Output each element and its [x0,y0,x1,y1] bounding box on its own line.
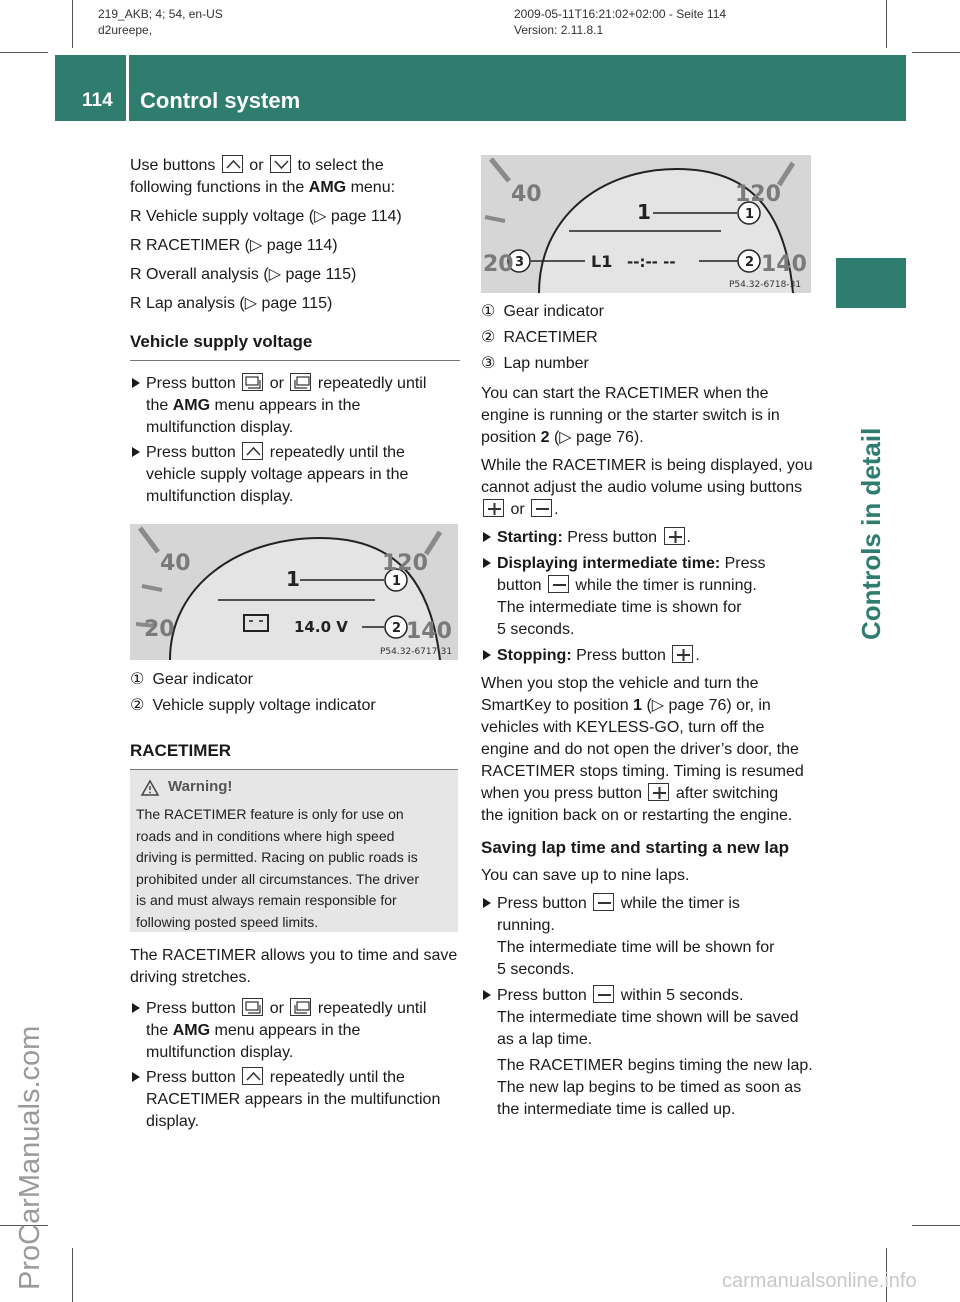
list-item: R RACETIMER (▷ page 114) [130,237,338,254]
legend-item: ② Vehicle supply voltage indicator [130,697,376,714]
instruction-step: Displaying intermediate time: Press button while the timer is running. The intermediate time is shown for 5 seconds. [481,553,813,641]
warning-icon [140,779,160,797]
instruction-step: Press button or repeatedly until the AMG menu appears in the multifunction display. [130,998,460,1064]
crop-mark [886,0,887,48]
callout-number: 2 [745,255,755,270]
crop-mark [912,1225,960,1226]
gauge-label: 20 [144,617,175,642]
left-column [130,155,460,508]
arrow-bullet-icon [483,532,491,542]
gauge-label: 40 [511,182,542,207]
arrow-bullet-icon [483,558,491,568]
side-tab-label: Controls in detail [856,427,886,640]
plus-button-icon [648,783,669,801]
meta-line: 219_AKB; 4; 54, en-US [98,7,223,21]
minus-button-icon [548,575,569,593]
minus-button-icon [531,499,552,517]
legend-item: ③ Lap number [481,355,589,372]
intro-paragraph: Use buttons or to select the following functions in the AMG menu: [130,157,396,196]
instruction-step: Press button or repeatedly until the AMG menu appears in the multifunction display. [130,373,460,439]
back-button-icon [242,373,263,391]
warning-title: Warning! [168,778,233,795]
print-meta-left [98,6,223,38]
paragraph: You can start the RACETIMER when the engine is running or the starter switch is in position 2 (▷ page 76). [481,385,780,446]
crop-mark [72,0,73,48]
arrow-bullet-icon [132,378,140,388]
forward-button-icon [290,998,311,1016]
instruction-step: Stopping: Press button . [481,645,813,667]
page-number: 114 [82,90,113,111]
paragraph: While the RACETIMER is being displayed, you cannot adjust the audio volume using buttons or . [481,457,813,518]
racetimer-steps [130,945,460,1133]
meta-line: 2009-05-11T16:21:02+02:00 - Seite 114 [514,7,727,21]
meta-line: Version: 2.11.8.1 [514,23,604,37]
up-button-icon [222,155,243,173]
crop-mark [72,1248,73,1302]
list-item: R Lap analysis (▷ page 115) [130,295,333,312]
instruction-step: Press button while the timer is running. The intermediate time will be shown for 5 seconds. [481,893,813,981]
timer-readout: --:-- -- [627,253,676,271]
gauge-label: 140 [406,619,452,644]
brand-label: ProCarManuals.com [14,1025,46,1290]
list-item: R Vehicle supply voltage (▷ page 114) [130,208,402,225]
up-button-icon [242,442,263,460]
instruction-step: Press button repeatedly until the vehicle supply voltage appears in the multifunction display. [130,442,460,508]
legend-item: ① Gear indicator [481,303,604,320]
voltage-readout: 14.0 V [294,618,348,636]
instruction-step: Press button repeatedly until the RACETIMER appears in the multifunction display. [130,1067,460,1133]
voltage-display-figure [130,524,458,660]
gauge-label: 120 [382,551,428,576]
gauge-label: 40 [160,551,191,576]
racetimer-display-figure [481,155,811,293]
page-title: Control system [140,88,301,113]
crop-mark [0,52,48,53]
arrow-bullet-icon [483,898,491,908]
arrow-bullet-icon [132,1072,140,1082]
gear-readout: 1 [637,200,651,224]
callout-number: 3 [515,255,525,270]
list-item: R Overall analysis (▷ page 115) [130,266,357,283]
lap-number-readout: L1 [591,252,613,271]
side-tab [856,320,896,640]
racetimer-heading-block [130,740,458,770]
arrow-bullet-icon [132,447,140,457]
warning-text: The RACETIMER feature is only for use on roads and in conditions where high speed driving is permitted. Racing on public roads is prohibited under all circumstances. The driver is and must always remain responsible for following posted speed limits. [136,806,419,930]
site-watermark: carmanualsonline.info [722,1270,917,1292]
arrow-bullet-icon [483,990,491,1000]
header-divider [126,55,129,121]
callout-number: 1 [392,574,402,589]
up-button-icon [242,1067,263,1085]
warning-box [130,770,458,932]
plus-button-icon [483,499,504,517]
section-heading-voltage: Vehicle supply voltage [130,332,313,351]
heading-rule [130,360,460,361]
gauge-label: 20 [483,252,514,277]
plus-button-icon [664,527,685,545]
paragraph: You can save up to nine laps. [481,867,690,884]
legend-item: ② RACETIMER [481,329,598,346]
arrow-bullet-icon [132,1003,140,1013]
section-heading-racetimer: RACETIMER [130,741,232,760]
instruction-step: Press button within 5 seconds. The intermediate time shown will be saved as a lap time. The RACETIMER begins timing the new lap. The new lap begins to be timed as soon as the intermediate time is called up. [481,985,813,1121]
plus-button-icon [672,645,693,663]
paragraph: When you stop the vehicle and turn the SmartKey to position 1 (▷ page 76) or, in vehicles with KEYLESS-GO, turn off the engine and do not open the driver’s door, the RACETIMER stops timing. Timing is resumed when you press button after switching the ignition back on or restarting the engine. [481,675,804,824]
meta-line: d2ureepe, [98,23,153,37]
print-meta-right [514,6,726,38]
crop-mark [912,52,960,53]
gauge-label: 120 [735,182,781,207]
callout-number: 1 [745,207,755,222]
gauge-label: 140 [761,252,807,277]
legend-item: ① Gear indicator [130,671,253,688]
callout-number: 2 [392,621,402,636]
right-column [481,301,813,1121]
figure-code: P54.32-6717-31 [380,647,453,657]
brand-watermark [14,820,54,1290]
down-button-icon [270,155,291,173]
side-tab-block [836,258,906,308]
figure1-legend [130,669,460,717]
section-heading-save-lap: Saving lap time and starting a new lap [481,838,789,857]
paragraph: The RACETIMER allows you to time and save driving stretches. [130,947,458,986]
gear-readout: 1 [286,567,300,591]
forward-button-icon [290,373,311,391]
arrow-bullet-icon [483,650,491,660]
minus-button-icon [593,985,614,1003]
instruction-step: Starting: Press button . [481,527,813,549]
back-button-icon [242,998,263,1016]
minus-button-icon [593,893,614,911]
figure-code: P54.32-6718-31 [729,280,802,290]
